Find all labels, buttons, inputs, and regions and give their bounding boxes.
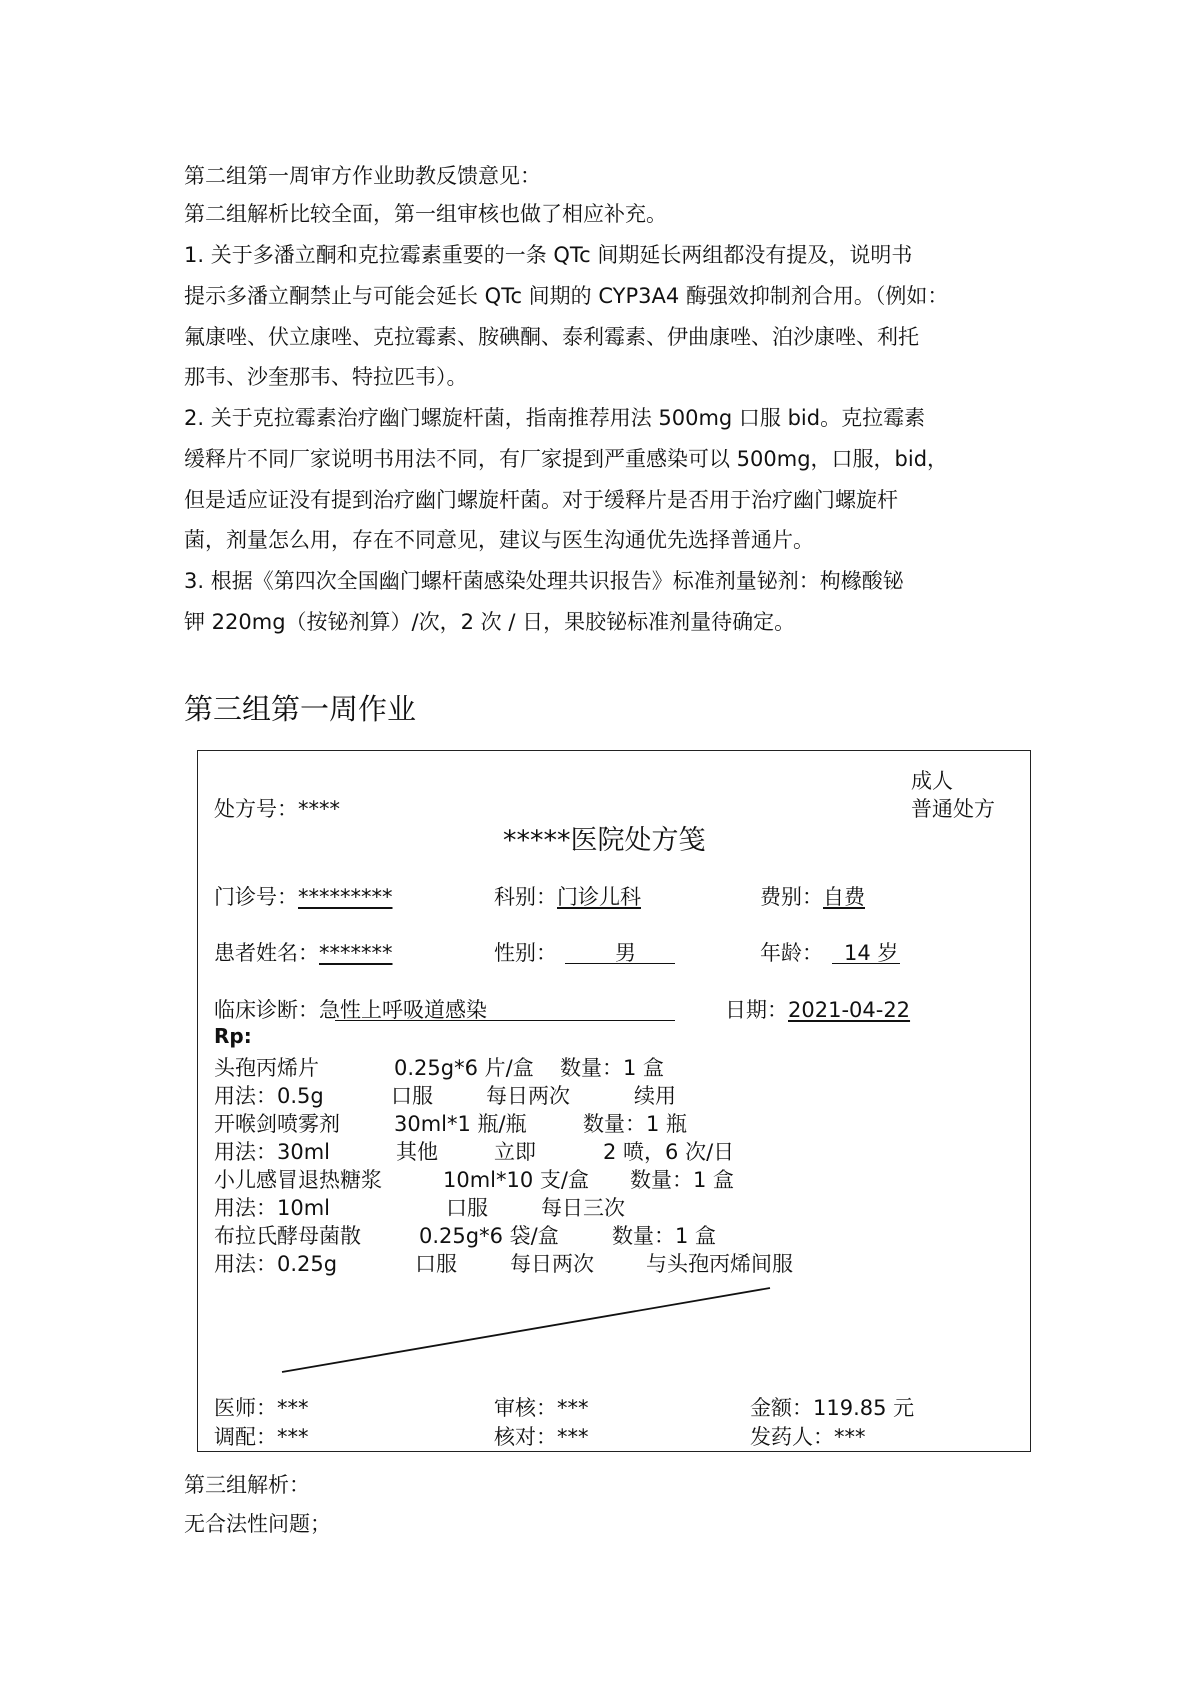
issuer-value: *** xyxy=(834,1425,866,1449)
department xyxy=(494,881,641,911)
usage-dose: 30ml xyxy=(277,1140,331,1164)
usage-dose: 10ml xyxy=(277,1196,331,1220)
usage-note: 与头孢丙烯间服 xyxy=(646,1252,793,1276)
dispense-label: 调配： xyxy=(214,1425,277,1449)
patient-name xyxy=(214,937,393,967)
feedback-line: 钾 220mg（按铋剂算）/次，2 次 / 日，果胶铋标准剂量待确定。 xyxy=(184,610,796,634)
diagnosis-label: 临床诊断： xyxy=(214,998,319,1022)
dispense-value: *** xyxy=(277,1425,309,1449)
usage-route: 口服 xyxy=(446,1196,488,1220)
usage-label: 用法： xyxy=(214,1084,277,1108)
drug-name: 小儿感冒退热糖浆 xyxy=(214,1168,382,1192)
usage-label: 用法： xyxy=(214,1140,277,1164)
outpatient-no-value: ********* xyxy=(298,885,393,909)
section-title: 第三组第一周作业 xyxy=(184,692,417,726)
feedback-line: 第二组解析比较全面，第一组审核也做了相应补充。 xyxy=(184,202,667,226)
rp-label: Rp: xyxy=(214,1024,252,1048)
feedback-line: 氟康唑、伏立康唑、克拉霉素、胺碘酮、泰利霉素、伊曲康唑、泊沙康唑、利托 xyxy=(184,325,919,349)
age-value: 14 岁 xyxy=(844,941,899,965)
usage-note: 2 喷，6 次/日 xyxy=(603,1140,735,1164)
fee-type-label: 费别： xyxy=(760,885,823,909)
feedback-line: 提示多潘立酮禁止与可能会延长 QTc 间期的 CYP3A4 酶强效抑制剂合用。（例如： xyxy=(184,284,949,308)
doctor-label: 医师： xyxy=(214,1396,277,1420)
rx-category-line1: 成人 xyxy=(911,769,953,793)
rx-number-value: **** xyxy=(298,797,340,821)
feedback-line: 2. 关于克拉霉素治疗幽门螺旋杆菌，指南推荐用法 500mg 口服 bid。克拉霉素 xyxy=(184,406,926,430)
gender xyxy=(494,937,557,967)
usage-route: 口服 xyxy=(415,1252,457,1276)
usage-dose: 0.25g xyxy=(277,1252,338,1276)
drug-qty: 数量：1 盒 xyxy=(630,1168,735,1192)
outpatient-no-label: 门诊号： xyxy=(214,885,298,909)
drug-qty: 数量：1 瓶 xyxy=(583,1112,688,1136)
rx-category-line2: 普通处方 xyxy=(911,797,995,821)
usage-dose: 0.5g xyxy=(277,1084,324,1108)
department-label: 科别： xyxy=(494,885,557,909)
fee-type xyxy=(760,881,865,911)
review-label: 审核： xyxy=(494,1396,557,1420)
outpatient-no xyxy=(214,881,393,911)
check-value: *** xyxy=(557,1425,589,1449)
usage-route: 口服 xyxy=(391,1084,433,1108)
feedback-line: 第二组第一周审方作业助教反馈意见： xyxy=(184,164,541,188)
drug-usage xyxy=(214,1192,330,1222)
check-label: 核对： xyxy=(494,1425,557,1449)
age xyxy=(760,937,823,967)
drug-qty: 数量：1 盒 xyxy=(560,1056,665,1080)
date-value: 2021-04-22 xyxy=(788,998,911,1022)
usage-frequency: 立即 xyxy=(494,1140,536,1164)
rx-number xyxy=(214,793,340,823)
date-label: 日期： xyxy=(725,998,788,1022)
rx-number-label: 处方号： xyxy=(214,797,298,821)
feedback-line: 菌，剂量怎么用，存在不同意见，建议与医生沟通优先选择普通片。 xyxy=(184,528,814,552)
drug-spec: 0.25g*6 袋/盒 xyxy=(419,1224,559,1248)
feedback-line: 1. 关于多潘立酮和克拉霉素重要的一条 QTc 间期延长两组都没有提及，说明书 xyxy=(184,243,913,267)
drug-usage xyxy=(214,1248,337,1278)
age-underline xyxy=(832,963,900,964)
usage-frequency: 每日三次 xyxy=(541,1196,625,1220)
drug-qty: 数量：1 盒 xyxy=(612,1224,717,1248)
hospital-title: *****医院处方笺 xyxy=(503,825,706,856)
drug-usage xyxy=(214,1136,330,1166)
usage-frequency: 每日两次 xyxy=(510,1252,594,1276)
doctor xyxy=(214,1392,309,1422)
issuer xyxy=(750,1421,866,1451)
feedback-line: 那韦、沙奎那韦、特拉匹韦）。 xyxy=(184,365,468,389)
amount-value: 119.85 元 xyxy=(813,1396,915,1420)
diagnosis-value: 急性上呼吸道感染 xyxy=(319,998,487,1022)
diagnosis-underline xyxy=(335,1020,675,1021)
usage-note: 续用 xyxy=(634,1084,676,1108)
feedback-line: 3. 根据《第四次全国幽门螺杆菌感染处理共识报告》标准剂量铋剂：枸橼酸铋 xyxy=(184,569,904,593)
drug-spec: 30ml*1 瓶/瓶 xyxy=(394,1112,527,1136)
review-value: *** xyxy=(557,1396,589,1420)
amount xyxy=(750,1392,914,1422)
feedback-line: 缓释片不同厂家说明书用法不同，有厂家提到严重感染可以 500mg，口服，bid， xyxy=(184,447,949,471)
dispense xyxy=(214,1421,309,1451)
feedback-line: 但是适应证没有提到治疗幽门螺旋杆菌。对于缓释片是否用于治疗幽门螺旋杆 xyxy=(184,488,898,512)
analysis-text: 无合法性问题； xyxy=(184,1512,331,1536)
amount-label: 金额： xyxy=(750,1396,813,1420)
usage-label: 用法： xyxy=(214,1252,277,1276)
gender-label: 性别： xyxy=(494,941,557,965)
doctor-value: *** xyxy=(277,1396,309,1420)
usage-label: 用法： xyxy=(214,1196,277,1220)
analysis-title: 第三组解析： xyxy=(184,1473,310,1497)
check xyxy=(494,1421,589,1451)
drug-usage xyxy=(214,1080,324,1110)
fee-type-value: 自费 xyxy=(823,885,865,909)
drug-spec: 0.25g*6 片/盒 xyxy=(394,1056,534,1080)
patient-name-label: 患者姓名： xyxy=(214,941,319,965)
patient-name-value: ******* xyxy=(319,941,393,965)
department-value: 门诊儿科 xyxy=(557,885,641,909)
drug-name: 开喉剑喷雾剂 xyxy=(214,1112,340,1136)
gender-value: 男 xyxy=(615,941,636,965)
drug-name: 头孢丙烯片 xyxy=(214,1056,319,1080)
drug-name: 布拉氏酵母菌散 xyxy=(214,1224,361,1248)
date xyxy=(725,994,910,1024)
usage-frequency: 每日两次 xyxy=(486,1084,570,1108)
issuer-label: 发药人： xyxy=(750,1425,834,1449)
gender-underline xyxy=(565,963,675,964)
review xyxy=(494,1392,589,1422)
age-label: 年龄： xyxy=(760,941,823,965)
drug-spec: 10ml*10 支/盒 xyxy=(443,1168,589,1192)
usage-route: 其他 xyxy=(396,1140,438,1164)
